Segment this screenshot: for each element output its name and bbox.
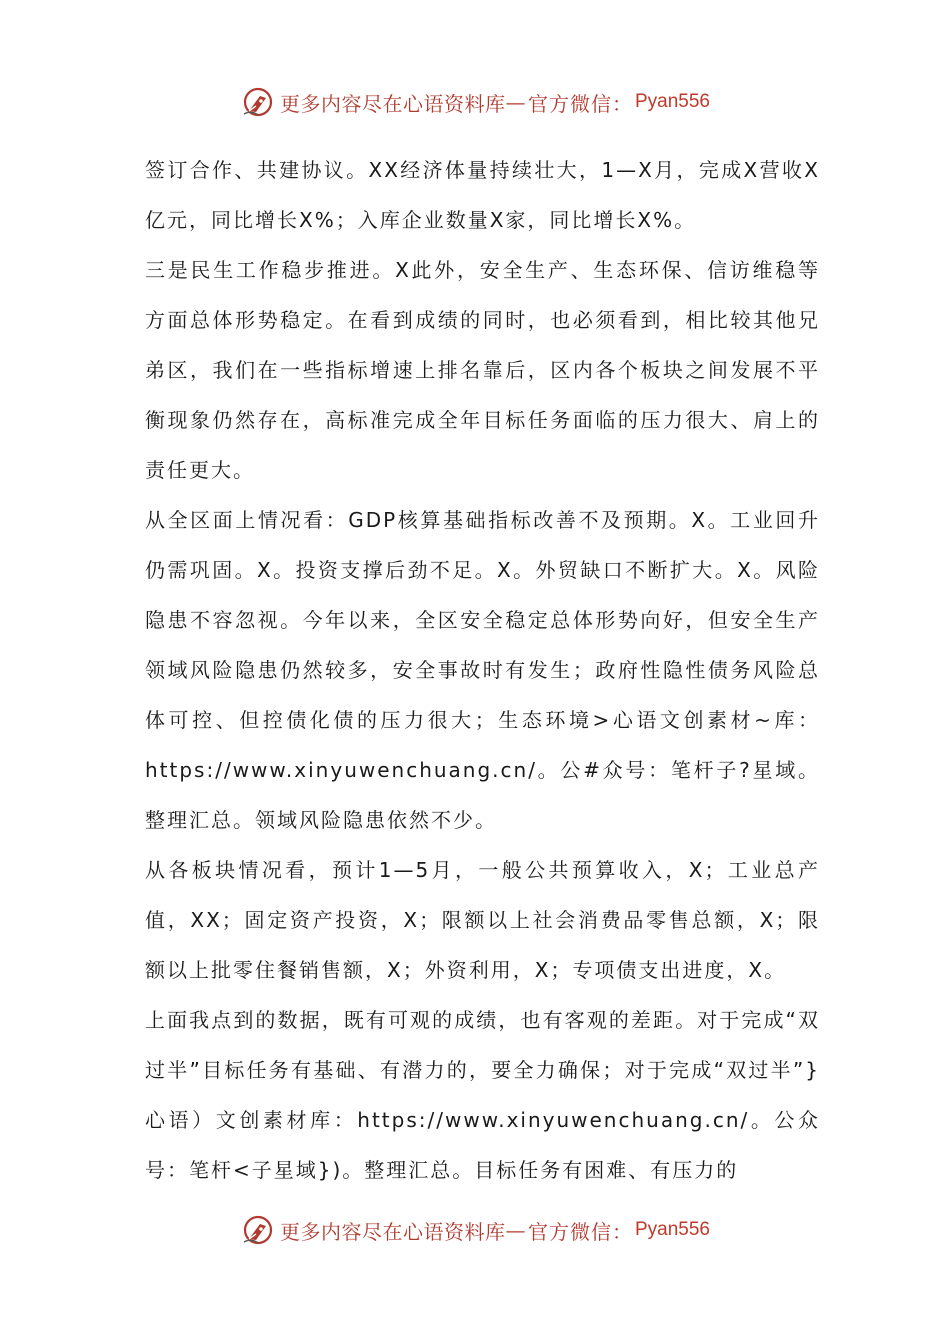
banner-wechat-id: Pyan556 xyxy=(634,91,710,112)
banner-dash: — xyxy=(505,90,526,114)
banner-title: 更多内容尽在心语资料库 xyxy=(279,1219,506,1244)
banner-wechat-label: 官方微信： xyxy=(527,91,633,116)
paragraph: 从各板块情况看，预计1—5月，一般公共预算收入，X；工业总产值，XX；固定资产投资，X；限额以上社会消费品零售总额，X；限额以上批零住餐销售额，X；外资利用，X；专项债支出进度，X。 xyxy=(145,858,820,982)
paragraph: 从全区面上情况看：GDP核算基础指标改善不及预期。X。工业回升仍需巩固。X。投资支撑后劲不足。X。外贸缺口不断扩大。X。风险隐患不容忽视。今年以来，全区安全稳定总体形势向好，但安全生产领域风险隐患仍然较多，安全事故时有发生；政府性隐性债务风险总体可控、但控债化债的压力很大；生态环境>心语文创素材~库：https://www.xinyuwenchuang.cn/。公#众号：笔杆子?星域。整理汇总。领域风险隐患依然不少。 xyxy=(145,508,820,832)
footer-banner xyxy=(0,1208,950,1252)
banner-wechat-label: 官方微信： xyxy=(527,1219,633,1244)
document-body xyxy=(145,145,820,1195)
paragraph: 三是民生工作稳步推进。X此外，安全生产、生态环保、信访维稳等方面总体形势稳定。在看到成绩的同时，也必须看到，相比较其他兄弟区，我们在一些指标增速上排名靠后，区内各个板块之间发展不平衡现象仍然存在，高标准完成全年目标任务面临的压力很大、肩上的责任更大。 xyxy=(145,258,820,482)
banner-wechat-id: Pyan556 xyxy=(634,1219,710,1240)
paragraph: 签订合作、共建协议。XX经济体量持续壮大，1—X月，完成X营收X亿元，同比增长X%；入库企业数量X家，同比增长X%。 xyxy=(145,158,820,232)
banner-dash: — xyxy=(505,1218,526,1242)
header-banner xyxy=(0,80,950,124)
pen-nib-logo-icon xyxy=(240,84,276,120)
banner-title: 更多内容尽在心语资料库 xyxy=(279,91,506,116)
paragraph: 上面我点到的数据，既有可观的成绩，也有客观的差距。对于完成“双过半”目标任务有基础、有潜力的，要全力确保；对于完成“双过半”}心语）文创素材库：https://www.xinyuwenchuang.cn/。公众号：笔杆<子星域})。整理汇总。目标任务有困难、有压力的 xyxy=(145,1008,820,1182)
pen-nib-logo-icon xyxy=(240,1212,276,1248)
